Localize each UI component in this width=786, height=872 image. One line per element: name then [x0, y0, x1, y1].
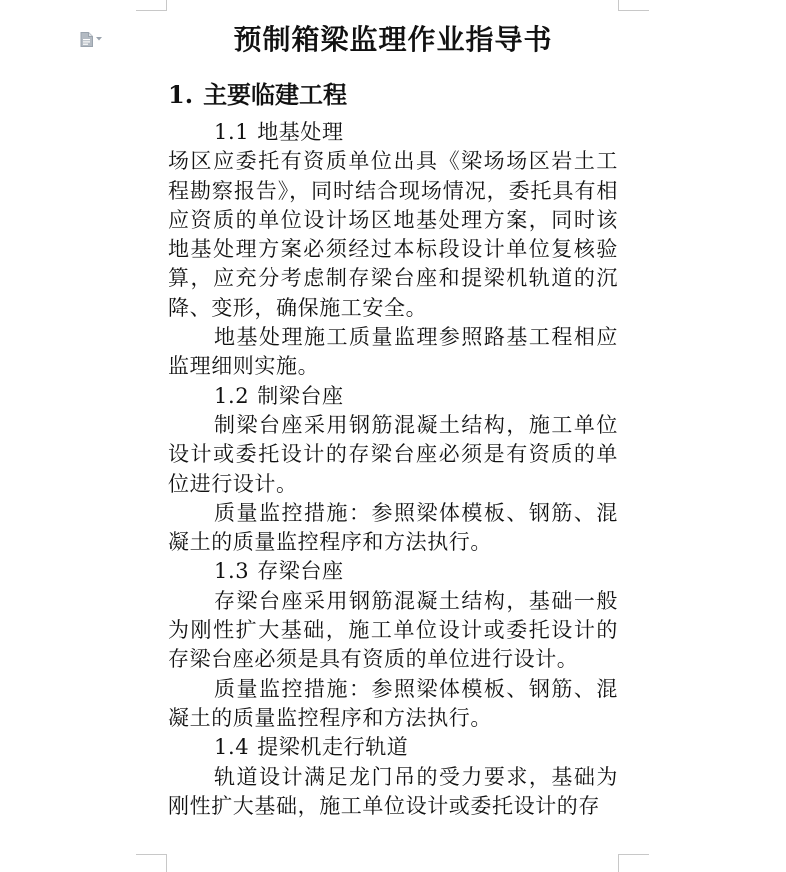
subheading-title: 地基处理 — [257, 120, 344, 144]
document-body — [168, 20, 618, 821]
subheading-casting-pedestal — [168, 382, 618, 411]
paragraph: 制梁台座采用钢筋混凝土结构，施工单位设计或委托设计的存梁台座必须是有资质的单位进行设计。 — [168, 412, 618, 496]
subheading-storage-pedestal — [168, 557, 618, 586]
crop-mark-top-left — [136, 0, 167, 11]
subheading-number: 1.2 — [214, 383, 250, 408]
chevron-down-icon — [96, 37, 102, 41]
subheading-title: 提梁机走行轨道 — [257, 735, 409, 760]
subheading-title: 存梁台座 — [257, 559, 344, 584]
paragraph: 存梁台座采用钢筋混凝土结构，基础一般为刚性扩大基础，施工单位设计或委托设计的存梁台座必须是具有资质的单位进行设计。 — [168, 588, 618, 672]
subheading-number: 1.3 — [214, 559, 250, 584]
crop-mark-bottom-right — [618, 854, 649, 872]
body-text — [168, 118, 618, 821]
subheading-number: 1.1 — [214, 120, 250, 144]
subheading-gantry-track — [168, 733, 618, 762]
paragraph: 地基处理施工质量监理参照路基工程相应监理细则实施。 — [168, 325, 618, 379]
heading-main-temporary-works — [168, 78, 618, 112]
document-title: 预制箱梁监理作业指导书 — [233, 23, 553, 56]
paragraph: 质量监控措施：参照梁体模板、钢筋、混凝土的质量监控程序和方法执行。 — [168, 676, 618, 730]
subheading-number: 1.4 — [214, 735, 250, 760]
paragraph: 场区应委托有资质单位出具《梁场场区岩土工程勘察报告》，同时结合现场情况，委托具有相应资质的单位设计场区地基处理方案，同时该地基处理方案必须经过本标段设计单位复核验算，应充分考虑制存梁台座和提梁机轨道的沉降、变形，确保施工安全。 — [168, 149, 618, 320]
paragraph: 轨道设计满足龙门吊的受力要求，基础为刚性扩大基础，施工单位设计或委托设计的存 — [168, 764, 618, 818]
subheading-foundation — [168, 118, 618, 147]
subheading-title: 制梁台座 — [257, 383, 344, 408]
crop-mark-top-right — [618, 0, 649, 11]
document-icon — [80, 32, 93, 47]
heading-number: 1. — [168, 80, 194, 109]
document-menu[interactable] — [80, 31, 104, 47]
paragraph: 质量监控措施：参照梁体模板、钢筋、混凝土的质量监控程序和方法执行。 — [168, 500, 618, 555]
heading-text: 主要临建工程 — [203, 80, 348, 109]
crop-mark-bottom-left — [136, 854, 167, 872]
